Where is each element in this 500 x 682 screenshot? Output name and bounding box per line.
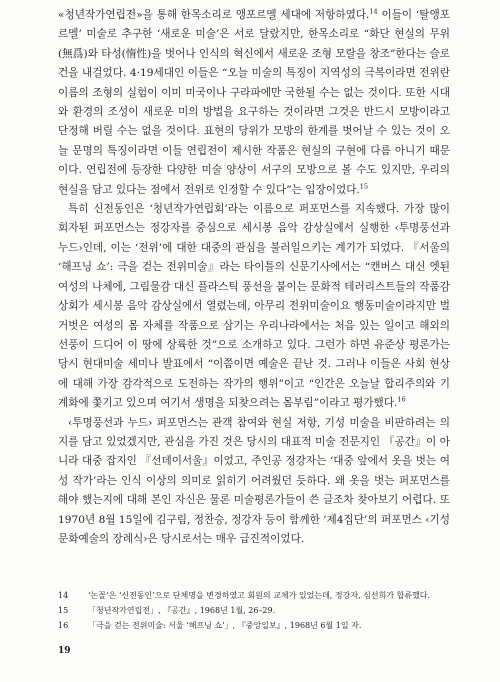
footnote-number: 16 <box>58 621 69 630</box>
footnote <box>58 618 458 633</box>
paragraph-text: «청년작가연립전»을 통해 한목소리로 앵포르멜 세대에 저항하였다. <box>58 9 370 21</box>
paragraph-text: 이들이 ‘탈앵포르멜’ 미술로 추구한 ‘새로운 미술’은 서로 달랐지만, 한목소리로 “화단 현실의 무위(無爲)와 타성(惰性)을 벗어나 인식의 혁신에서 새로운 조형 모랄을 창조”한다는 슬로건을 내걸었다. 4·19세대인 이들은 “오늘 미술의 특징이 지역성의 극복이라면 전위란 이름의 조형의 실험이 이미 미국이나 구라파에만 국한될 수는 없는 것이다. 또한 시대와 환경의 조성이 새로운 미의 방법을 요구하는 것이라면 그것은 반드시 모방이라고 단정해 버릴 수는 없을 것이다. 표현의 당위가 모방의 한계를 벗어날 수 있는 것이 오늘 문명의 특징이라면 이들 연립전이 제시한 작품은 현실의 구현에 다름 아니기 때문이다. 연립전에 등장한 다양한 미술 양상이 서구의 모방으로 볼 수도 있지만, 우리의 현실을 담고 있다는 점에서 전위로 인정할 수 있다”는 입장이었다. <box>58 9 450 196</box>
footnote <box>58 588 458 603</box>
paragraph-text: ‹투명풍선과 누드› 퍼포먼스는 관객 참여와 현실 저항, 기성 미술을 비판하려는 의지를 담고 있었겠지만, 관심을 가진 것은 당시의 대표적 미술 전문지인 『공간』이 아니라 대중 잡지인 『선데이서울』이었고, 주인공 정강자는 ‘대중 앞에서 옷을 벗는 여성 작가’라는 인식 이상의 의미로 읽히기 어려웠던 듯하다. 왜 옷을 벗는 퍼포먼스를 해야 했는지에 대해 본인 자신은 물론 미술평론가들이 쓴 글조차 찾아보기 어렵다. 또 1970년 8월 15일에 김구림, 정찬승, 정강자 등이 함께한 ‘제4집단’의 퍼포먼스 ‹기성문화예술의 장례식›은 당시로서는 매우 급진적이었다. <box>58 416 450 545</box>
footnote-number: 15 <box>58 606 69 615</box>
page-number: 19 <box>58 646 71 656</box>
footnote-number: 14 <box>58 591 69 600</box>
footnote-ref: 15 <box>359 182 369 191</box>
paragraph-text: 특히 신전동인은 ‘청년작가연립회’라는 이름으로 퍼포먼스를 지속했다. 가장 많이 회자된 퍼포먼스는 정강자를 중심으로 세시봉 음악 감상실에서 실행한 ‹투명풍선과 누드›인데, 이는 ‘전위’에 대한 대중의 관심을 불러일으키는 계기가 되었다. 『서울의 ‘해프닝 쇼’: 극을 걷는 전위미술』라는 타이틀의 신문기사에서는 “캔버스 대신 엣된 여성의 나체에, 그림물감 대신 플라스틱 풍선을 붙이는 문화적 테러리스트들의 작품감상회가 세시봉 음악 감상실에서 열렸는데, 아무리 전위미술이요 행동미술이라지만 벌거벗은 여성의 몸 자체를 작품으로 삼기는 우리나라에서는 처음 있는 일이고 해외의 선풍이 드디어 이 땅에 상륙한 것”으로 소개하고 있다. 그런가 하면 유준상 평론가는 당시 현대미술 세미나 발표에서 “이쯤이면 예술은 끝난 것. 그러나 이들은 사회 현상에 대해 가장 감각적으로 도전하는 작가의 행위”이고 “인간은 오늘날 합리주의와 기계화에 쫓기고 있으며 여기서 생명을 되찾으려는 몸부림”이라고 평가했다. <box>58 203 450 410</box>
paragraph <box>58 200 450 413</box>
footnote <box>58 603 458 618</box>
paragraph <box>58 6 450 200</box>
footnote-ref: 16 <box>397 395 406 404</box>
footnotes <box>58 588 458 633</box>
footnote-text: 「청년작가연립전」, 『공간』, 1968년 1월, 26–29. <box>88 606 276 615</box>
body-text <box>58 6 450 549</box>
footnote-ref: 14 <box>369 7 378 16</box>
footnote-text: 「극을 걷는 전위미술: 서울 ‘해프닝 쇼’」, 『중앙일보』, 1968년 6월 1일 자. <box>88 621 362 630</box>
paragraph <box>58 414 450 550</box>
footnote-text: ‘논꼴’은 ‘신전동인’으로 단체명을 변경하였고 회원의 교체가 있었는데, 정강자, 심선희가 합류했다. <box>88 591 431 600</box>
